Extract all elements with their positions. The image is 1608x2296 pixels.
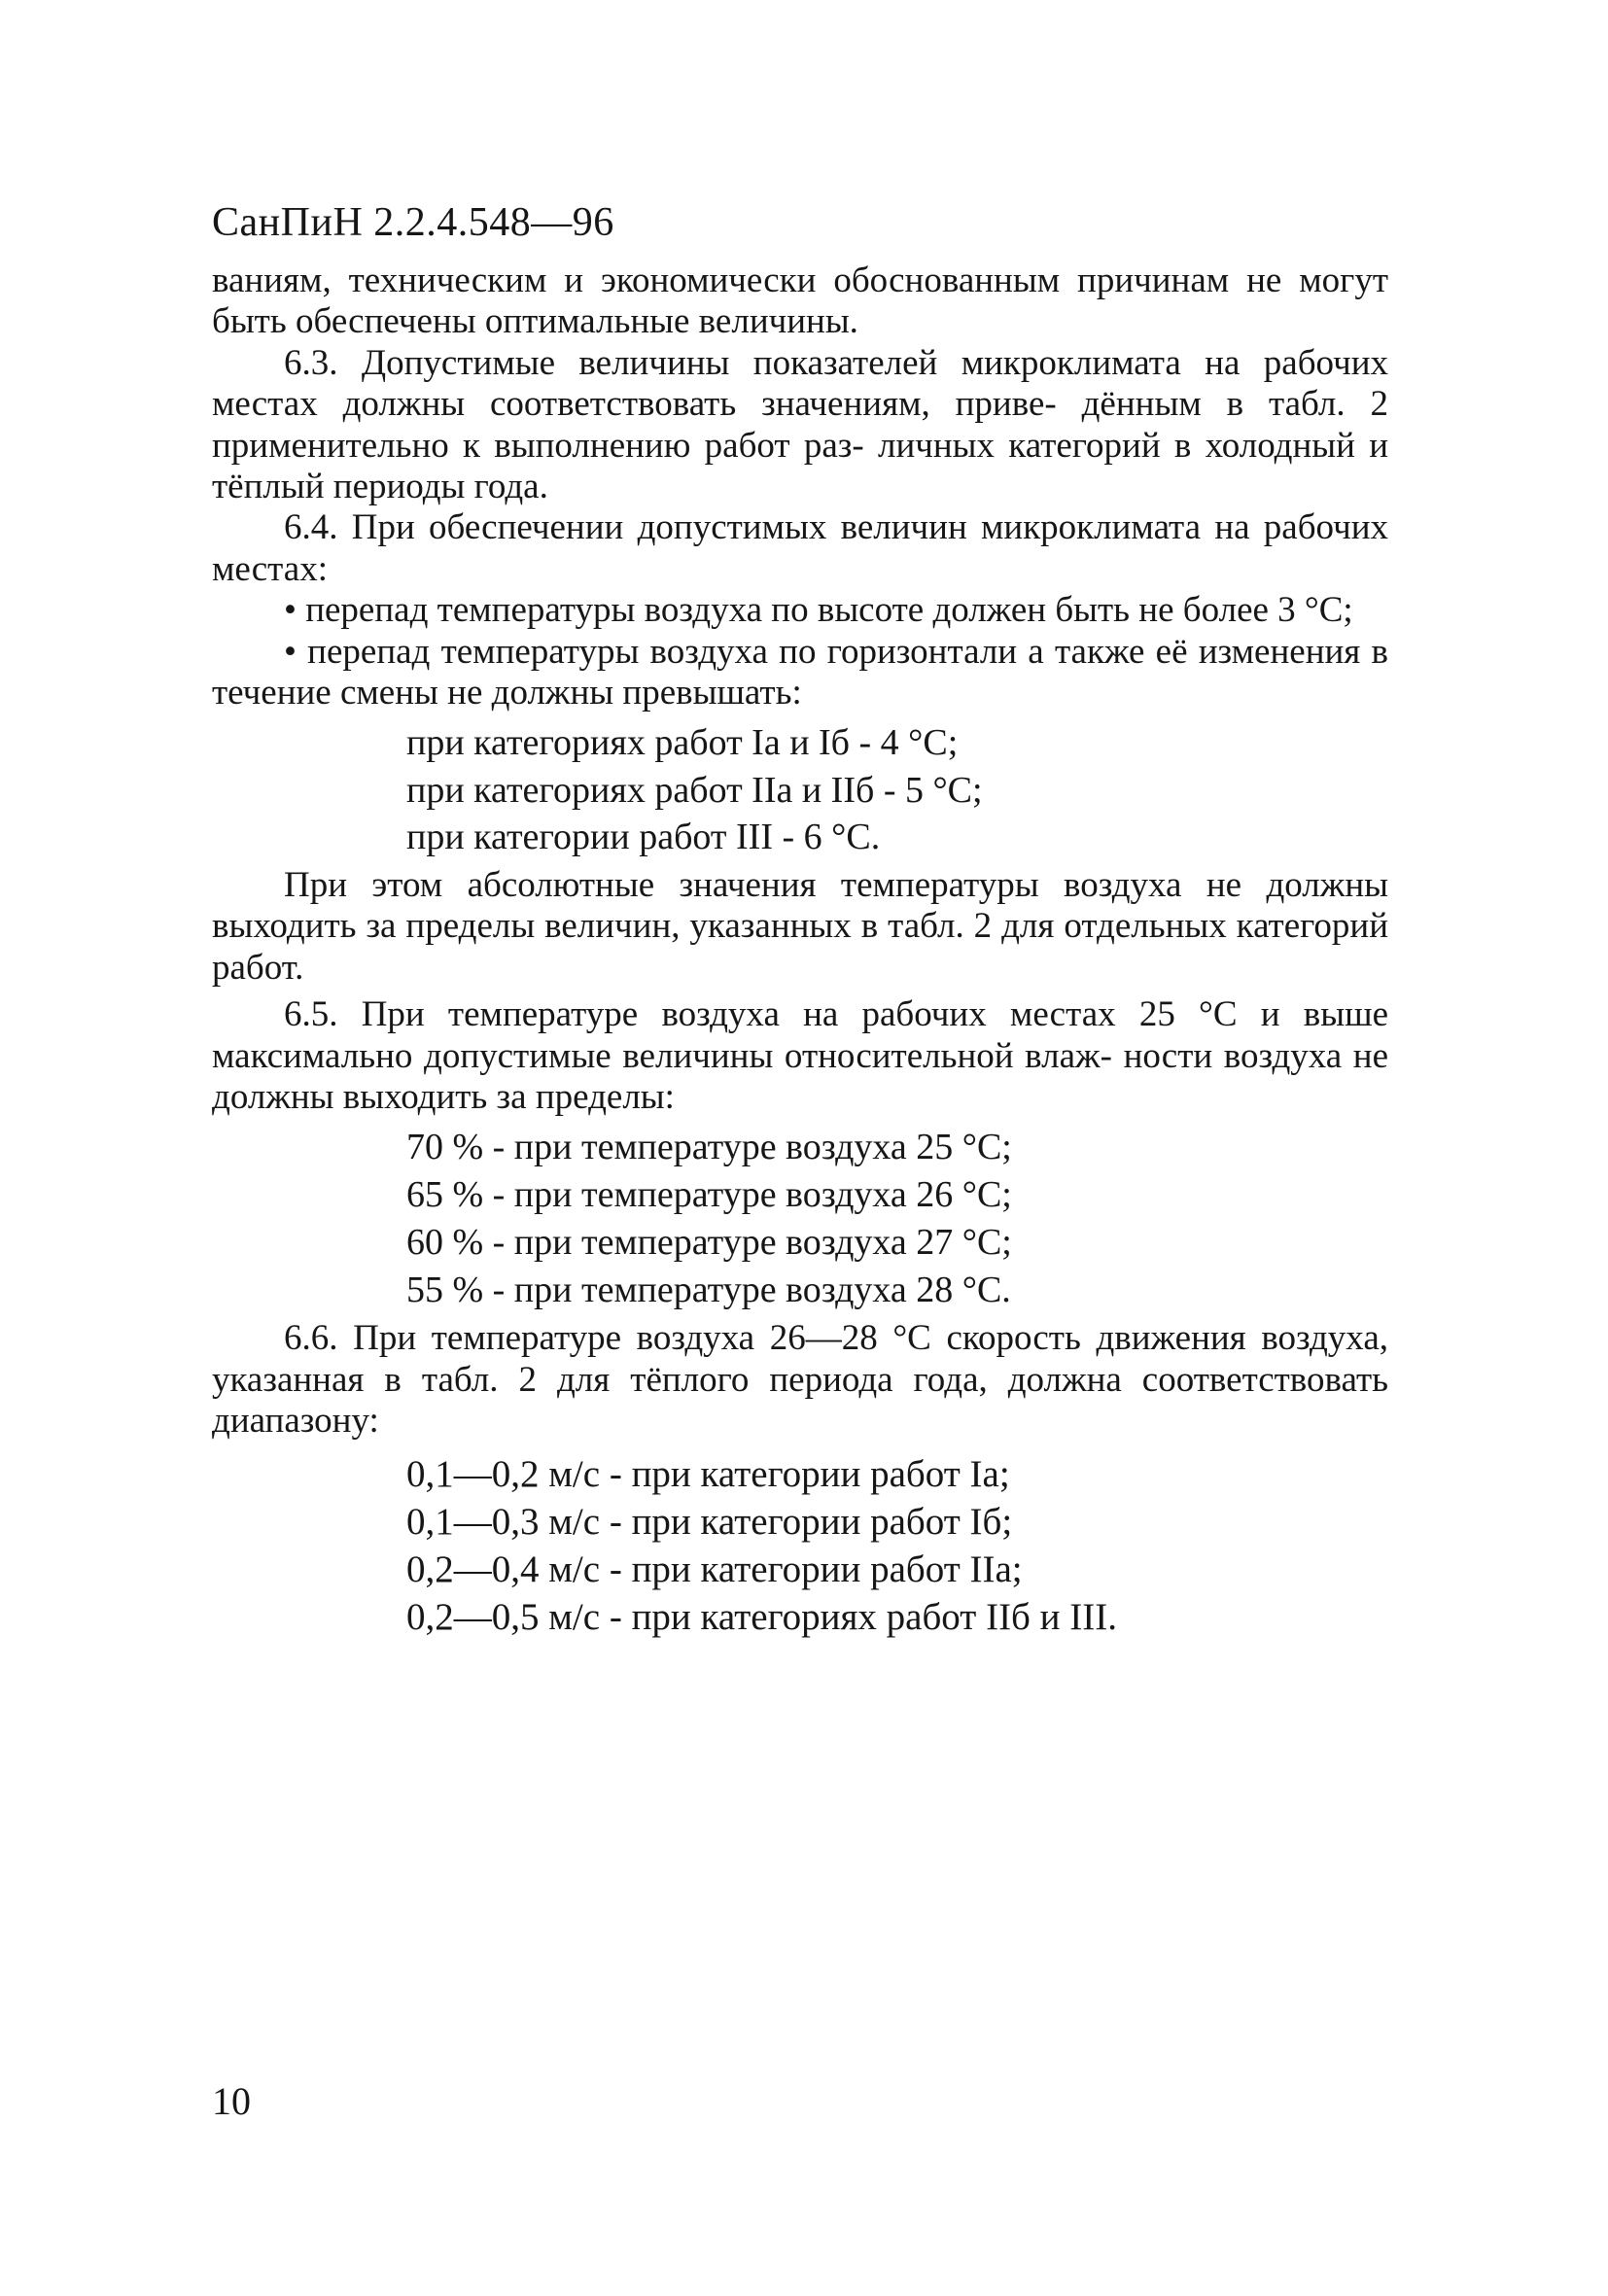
text-line: соответствовать диапазону: [212, 1359, 1388, 1442]
paragraph-6-4 [212, 507, 1388, 590]
text-line: выше максимально допустимые величины относительной влаж- [212, 994, 1389, 1076]
bullet-item-1 [212, 590, 1388, 631]
list-item: 70 % - при температуре воздуха 25 °С; [406, 1127, 1012, 1168]
text-line: • перепад температуры воздуха по высоте должен быть не [284, 590, 1174, 631]
humidity-limit-list [212, 1124, 1388, 1314]
list-item: 0,1—0,2 м/с - при категории работ Iа; [406, 1452, 1010, 1495]
text-line: 6.4. При обеспечении допустимых величин микроклимата [284, 507, 1202, 548]
air-speed-limit-list [212, 1450, 1388, 1641]
text-line: воздуха, указанная в табл. 2 для тёплого периода года, должна [212, 1318, 1388, 1400]
temperature-limit-list [212, 719, 1388, 861]
text-line: должны выходить за пределы величин, указанных в табл. 2 для [212, 864, 1388, 947]
text-line: ности воздуха не должны выходить за пределы: [212, 1035, 1389, 1117]
bullet-item-2 [212, 632, 1388, 714]
list-item: 0,1—0,3 м/с - при категории работ Iб; [406, 1500, 1013, 1543]
list-item: 0,2—0,4 м/с - при категории работ IIа; [406, 1548, 1023, 1590]
document-header: СанПиН 2.2.4.548—96 [212, 200, 614, 245]
paragraph-continuation [212, 261, 1388, 343]
text-line: более 3 °С; [1182, 590, 1353, 631]
text-line: 6.5. При температуре воздуха на рабочих местах 25 °С и [284, 994, 1280, 1035]
text-line: При этом абсолютные значения температуры воздуха не [284, 864, 1242, 905]
text-line: дённым в табл. 2 применительно к выполнению работ раз- [212, 384, 1388, 466]
page-number: 10 [212, 2079, 251, 2123]
list-item: 55 % - при температуре воздуха 28 °С. [406, 1270, 1011, 1311]
text-line: личных категорий в холодный и тёплый периоды года. [212, 425, 1389, 507]
text-line: отдельных категорий работ. [212, 906, 1388, 988]
text-line: ваниям, техническим и экономически обоснованным причинам [212, 261, 1230, 300]
list-item: 60 % - при температуре воздуха 27 °С; [406, 1222, 1012, 1264]
text-line: рабочих местах должны соответствовать значениям, приве- [212, 342, 1388, 425]
text-line: • перепад температуры воздуха по горизонтали а также её [284, 631, 1188, 672]
text-line: не могут быть обеспечены оптимальные величины. [212, 261, 1389, 342]
paragraph-note [212, 865, 1388, 989]
paragraph-6-5 [212, 994, 1388, 1118]
paragraph-6-3 [212, 343, 1388, 508]
document-body [212, 261, 1388, 1641]
text-line: 6.6. При температуре воздуха 26—28 °С скорость движения [284, 1318, 1246, 1359]
list-item: при категории работ III - 6 °С. [406, 817, 881, 858]
paragraph-6-6 [212, 1318, 1388, 1442]
text-line: изменения в течение смены не должны превышать: [212, 631, 1389, 713]
text-line: 6.3. Допустимые величины показателей микроклимата на [284, 342, 1241, 383]
list-item: при категориях работ Iа и Iб - 4 °С; [406, 722, 959, 764]
list-item: 0,2—0,5 м/с - при категориях работ IIб и III. [406, 1595, 1117, 1638]
list-item: при категориях работ IIа и IIб - 5 °С; [406, 769, 983, 811]
list-item: 65 % - при температуре воздуха 26 °С; [406, 1174, 1012, 1216]
text-line: на рабочих местах: [212, 507, 1389, 589]
